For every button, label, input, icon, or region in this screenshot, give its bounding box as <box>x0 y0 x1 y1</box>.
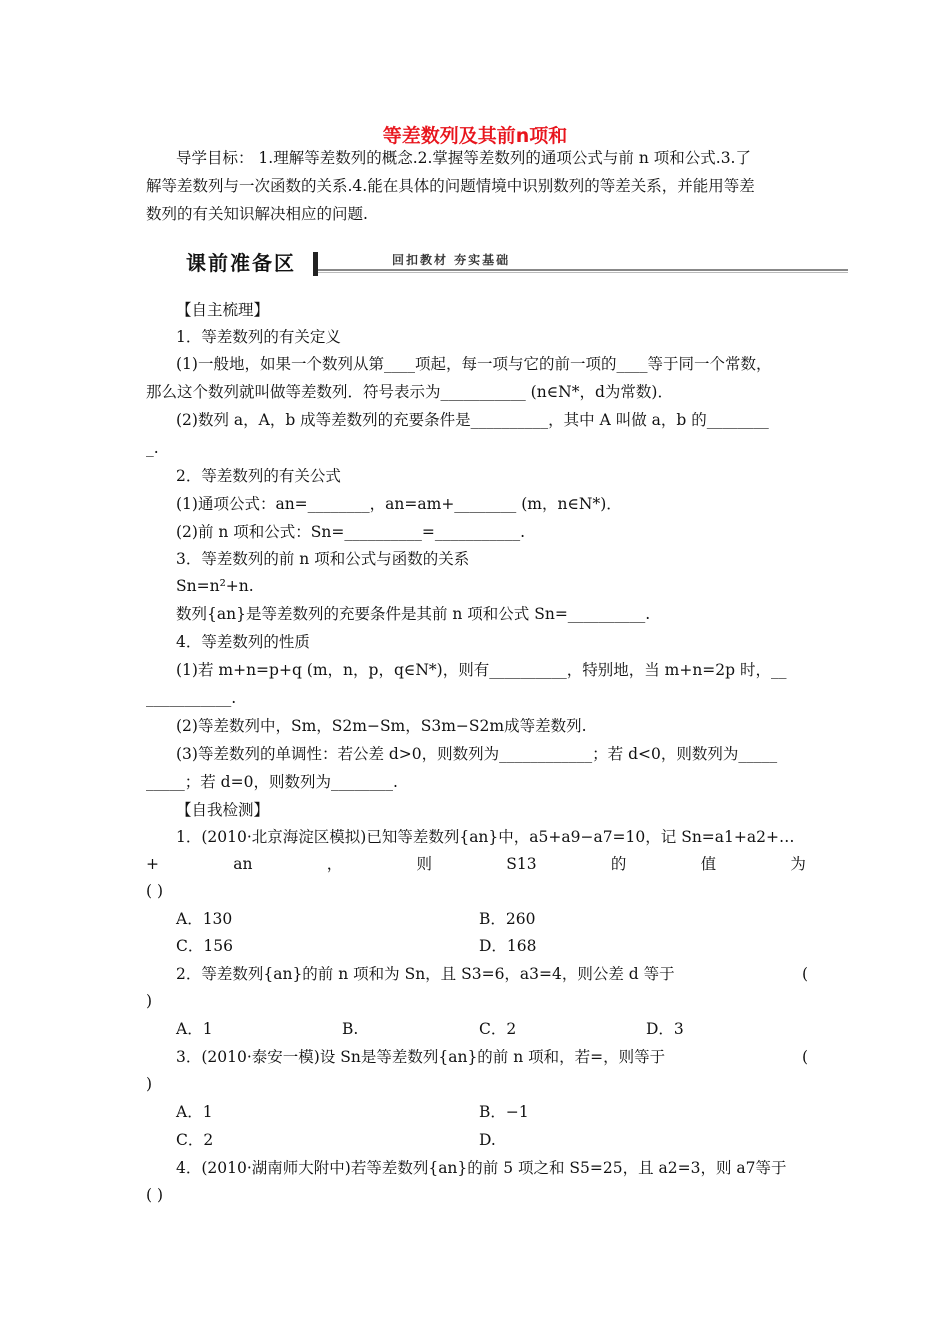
banner-tag: 课前准备区 <box>186 251 296 275</box>
q1-b-2: ， <box>326 855 343 873</box>
q1-option-d: D．168 <box>479 937 537 955</box>
review-s4-3a: (3)等差数列的单调性：若公差 d>0，则数列为____________；若 d<0，则数列为_____ <box>176 745 778 763</box>
section-banner <box>176 248 848 278</box>
goal-line-3: 数列的有关知识解决相应的问题. <box>146 205 368 223</box>
review-s2-1: (1)通项公式：an=________，an=am+________ (m，n∈N*)． <box>176 495 622 513</box>
review-s1-1a: (1)一般地，如果一个数列从第____项起，每一项与它的前一项的____等于同一个常数， <box>176 355 772 373</box>
review-s3: 3．等差数列的前 n 项和公式与函数的关系 <box>176 550 470 568</box>
q2-option-c: C．2 <box>479 1020 517 1038</box>
q1-b-1: an <box>233 855 253 873</box>
review-s1-2a: (2)数列 a，A，b 成等差数列的充要条件是__________，其中 A 叫做 a，b 的________ <box>176 411 769 429</box>
page-title: 等差数列及其前n项和 <box>382 125 568 147</box>
q1-option-a: A．130 <box>176 910 233 928</box>
review-s4-1b: ___________. <box>146 689 237 707</box>
review-s4-1a: (1)若 m+n=p+q (m，n，p，q∈N*)，则有__________，特别地，当 m+n=2p 时，__ <box>176 661 787 679</box>
q3-option-a: A．1 <box>176 1103 213 1121</box>
q3-paren-open: ( <box>801 1048 808 1066</box>
q1-option-b: B．260 <box>479 910 536 928</box>
q3-line-a: 3．(2010·泰安一模)设 Sn是等差数列{an}的前 n 项和，若=，则等于 <box>176 1048 666 1066</box>
goal-line-1: 导学目标： 1.理解等差数列的概念.2.掌握等差数列的通项公式与前 n 项和公式.3.了 <box>176 149 751 167</box>
review-s1-1b: 那么这个数列就叫做等差数列．符号表示为___________ (n∈N*，d为常数)． <box>146 383 673 401</box>
review-s4-2: (2)等差数列中，Sm，S2m−Sm，S3m−S2m成等差数列. <box>176 717 587 735</box>
review-s3-a: Sn=n²+n. <box>176 577 254 595</box>
q4-answer-paren: ( ) <box>146 1186 164 1204</box>
q1-b-7: 为 <box>790 855 806 873</box>
q2-paren-open: ( <box>801 965 808 983</box>
q3-option-c: C．2 <box>176 1131 214 1149</box>
review-s4-3b: _____；若 d=0，则数列为________. <box>146 773 398 791</box>
goal-line-2: 解等差数列与一次函数的关系.4.能在具体的问题情境中识别数列的等差关系，并能用等差 <box>146 177 755 195</box>
review-s2-2: (2)前 n 项和公式：Sn=__________=___________. <box>176 523 526 541</box>
learning-goals <box>146 144 806 228</box>
q1-option-c: C．156 <box>176 937 233 955</box>
q1-b-5: 的 <box>610 855 627 873</box>
review-s1-2b: _. <box>146 439 159 457</box>
review-s3-b: 数列{an}是等差数列的充要条件是其前 n 项和公式 Sn=__________. <box>176 605 651 623</box>
review-s2: 2．等差数列的有关公式 <box>176 467 341 485</box>
test-heading: 【自我检测】 <box>176 801 270 819</box>
banner-rule <box>318 269 848 271</box>
q3-option-b: B．−1 <box>479 1103 529 1121</box>
q2-line-a: 2．等差数列{an}的前 n 项和为 Sn，且 S3=6，a3=4，则公差 d 等于 <box>176 965 675 983</box>
banner-subtitle: 回扣教材 夯实基础 <box>392 253 511 267</box>
q2-option-a: A．1 <box>176 1020 213 1038</box>
q1-b-0: + <box>146 855 159 873</box>
q1-b-3: 则 <box>416 855 433 873</box>
q4-line-a: 4．(2010·湖南师大附中)若等差数列{an}的前 5 项之和 S5=25，且 a2=3，则 a7等于 <box>176 1159 787 1177</box>
q3-option-d: D. <box>479 1131 496 1149</box>
q2-option-d: D．3 <box>646 1020 684 1038</box>
review-heading: 【自主梳理】 <box>176 301 270 319</box>
q3-paren-close: ) <box>146 1075 153 1093</box>
q1-line-a: 1．(2010·北京海淀区模拟)已知等差数列{an}中，a5+a9−a7=10，记 Sn=a1+a2+… <box>176 828 795 846</box>
q1-b-6: 值 <box>700 855 717 873</box>
review-s4: 4．等差数列的性质 <box>176 633 310 651</box>
q2-paren-close: ) <box>146 992 153 1010</box>
q2-option-b: B. <box>342 1020 359 1038</box>
q1-line-b <box>146 850 806 878</box>
review-s1: 1．等差数列的有关定义 <box>176 328 341 346</box>
q1-answer-paren: ( ) <box>146 882 164 900</box>
q1-b-4: S13 <box>506 855 537 873</box>
banner-rule-thin <box>318 272 848 273</box>
